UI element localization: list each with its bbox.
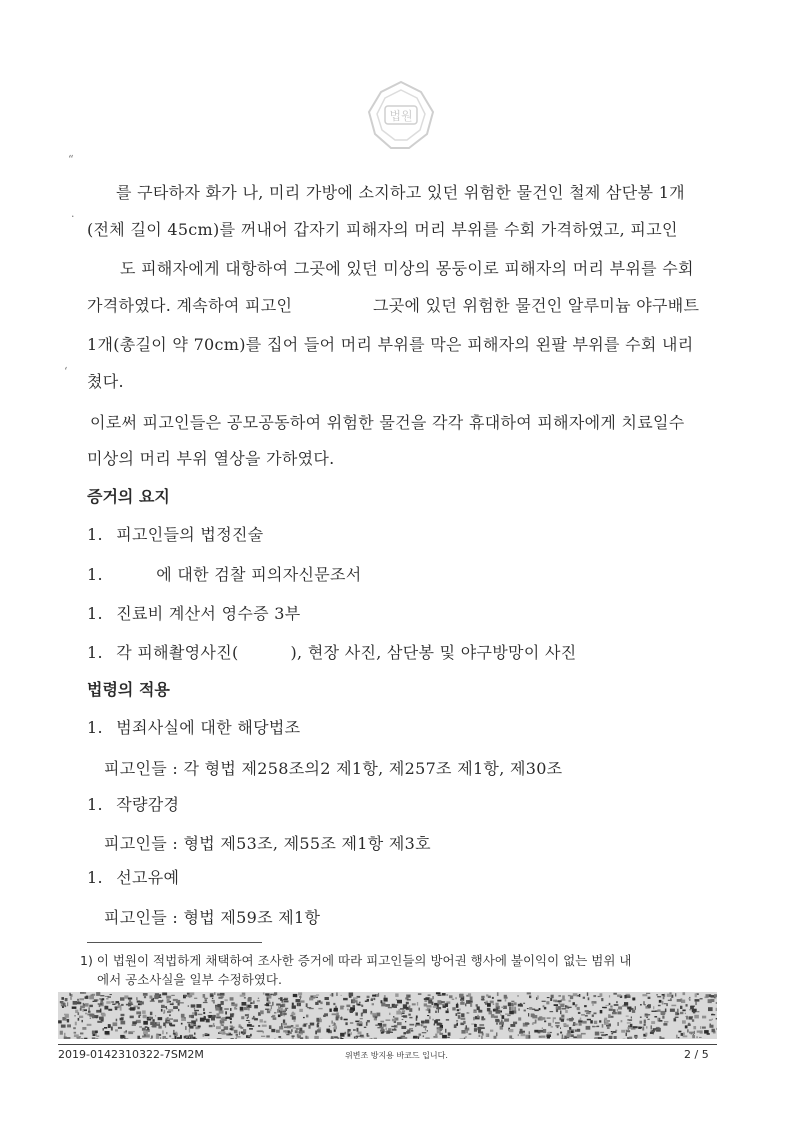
scan-speck: “ bbox=[68, 153, 74, 166]
evidence-item-1 bbox=[87, 522, 263, 545]
evidence-heading: 증거의 요지 bbox=[87, 487, 170, 506]
item-text: 범죄사실에 대한 해당법조 bbox=[116, 718, 301, 737]
law-item-1-detail: 피고인들 : 각 형법 제258조의2 제1항, 제257조 제1항, 제30조 bbox=[104, 759, 563, 778]
scan-speck: · bbox=[71, 210, 75, 223]
body-line-6: 쳤다. bbox=[87, 372, 124, 391]
item-text: 피고인들의 법정진술 bbox=[116, 525, 264, 544]
court-seal bbox=[363, 78, 439, 154]
evidence-item-3 bbox=[87, 601, 300, 624]
evidence-item-2 bbox=[87, 562, 362, 585]
footnote-line-2: 에서 공소사실을 일부 수정하였다. bbox=[97, 972, 282, 987]
body-line-1: 를 구타하자 화가 나, 미리 가방에 소지하고 있던 위험한 물건인 철제 삼단봉 1개 bbox=[116, 183, 685, 202]
body-line-3: 도 피해자에게 대항하여 그곳에 있던 미상의 몽둥이로 피해자의 머리 부위를 수회 bbox=[120, 259, 694, 278]
footnote-line-1: 1) 이 법원이 적법하게 채택하여 조사한 증거에 따라 피고인들의 방어권 행사에 불이익이 없는 범위 내 bbox=[80, 953, 632, 968]
law-item-3-detail: 피고인들 : 형법 제59조 제1항 bbox=[104, 908, 321, 927]
law-heading: 법령의 적용 bbox=[87, 680, 170, 699]
item-text: 작량감경 bbox=[116, 795, 180, 814]
evidence-item-4 bbox=[87, 640, 576, 663]
body-line-4b: 그곳에 있던 위험한 물건인 알루미늄 야구배트 bbox=[373, 296, 700, 315]
document-id: 2019-0142310322-7SM2M bbox=[58, 1048, 204, 1061]
item-text: 진료비 계산서 영수증 3부 bbox=[116, 604, 301, 623]
scan-speck: ‘ bbox=[64, 365, 68, 378]
item-text: 에 대한 검찰 피의자신문조서 bbox=[156, 565, 362, 584]
body-line-8: 미상의 머리 부위 열상을 가하였다. bbox=[87, 449, 335, 468]
item-text: 선고유예 bbox=[116, 868, 180, 887]
item-text-a: 각 피해촬영사진( bbox=[116, 643, 239, 662]
body-line-7: 이로써 피고인들은 공모공동하여 위험한 물건을 각각 휴대하여 피해자에게 치료일수 bbox=[90, 413, 685, 432]
barcode-caption: 위변조 방지용 바코드 입니다. bbox=[345, 1051, 448, 1060]
item-number: 1. bbox=[87, 604, 103, 623]
item-number: 1. bbox=[87, 868, 103, 887]
body-line-4a: 가격하였다. 계속하여 피고인 bbox=[87, 296, 293, 315]
footnote-rule bbox=[87, 942, 262, 943]
anti-forgery-barcode bbox=[58, 992, 717, 1039]
footer-rule bbox=[58, 1044, 717, 1045]
body-line-2: (전체 길이 45cm)를 꺼내어 갑자기 피해자의 머리 부위를 수회 가격하였고, 피고인 bbox=[87, 220, 678, 239]
item-text-b: ), 현장 사진, 삼단봉 및 야구방망이 사진 bbox=[290, 643, 577, 662]
law-item-3 bbox=[87, 865, 179, 888]
item-number: 1. bbox=[87, 643, 103, 662]
seal-text: 법원 bbox=[389, 109, 413, 123]
page-number: 2 / 5 bbox=[684, 1048, 709, 1061]
body-line-5: 1개(총길이 약 70cm)를 집어 들어 머리 부위를 막은 피해자의 왼팔 부위를 수회 내리 bbox=[87, 335, 694, 354]
law-item-2-detail: 피고인들 : 형법 제53조, 제55조 제1항 제3호 bbox=[104, 834, 431, 853]
item-number: 1. bbox=[87, 718, 103, 737]
item-number: 1. bbox=[87, 795, 103, 814]
item-number: 1. bbox=[87, 525, 103, 544]
law-item-2 bbox=[87, 792, 179, 815]
item-number: 1. bbox=[87, 565, 103, 584]
law-item-1 bbox=[87, 715, 300, 738]
